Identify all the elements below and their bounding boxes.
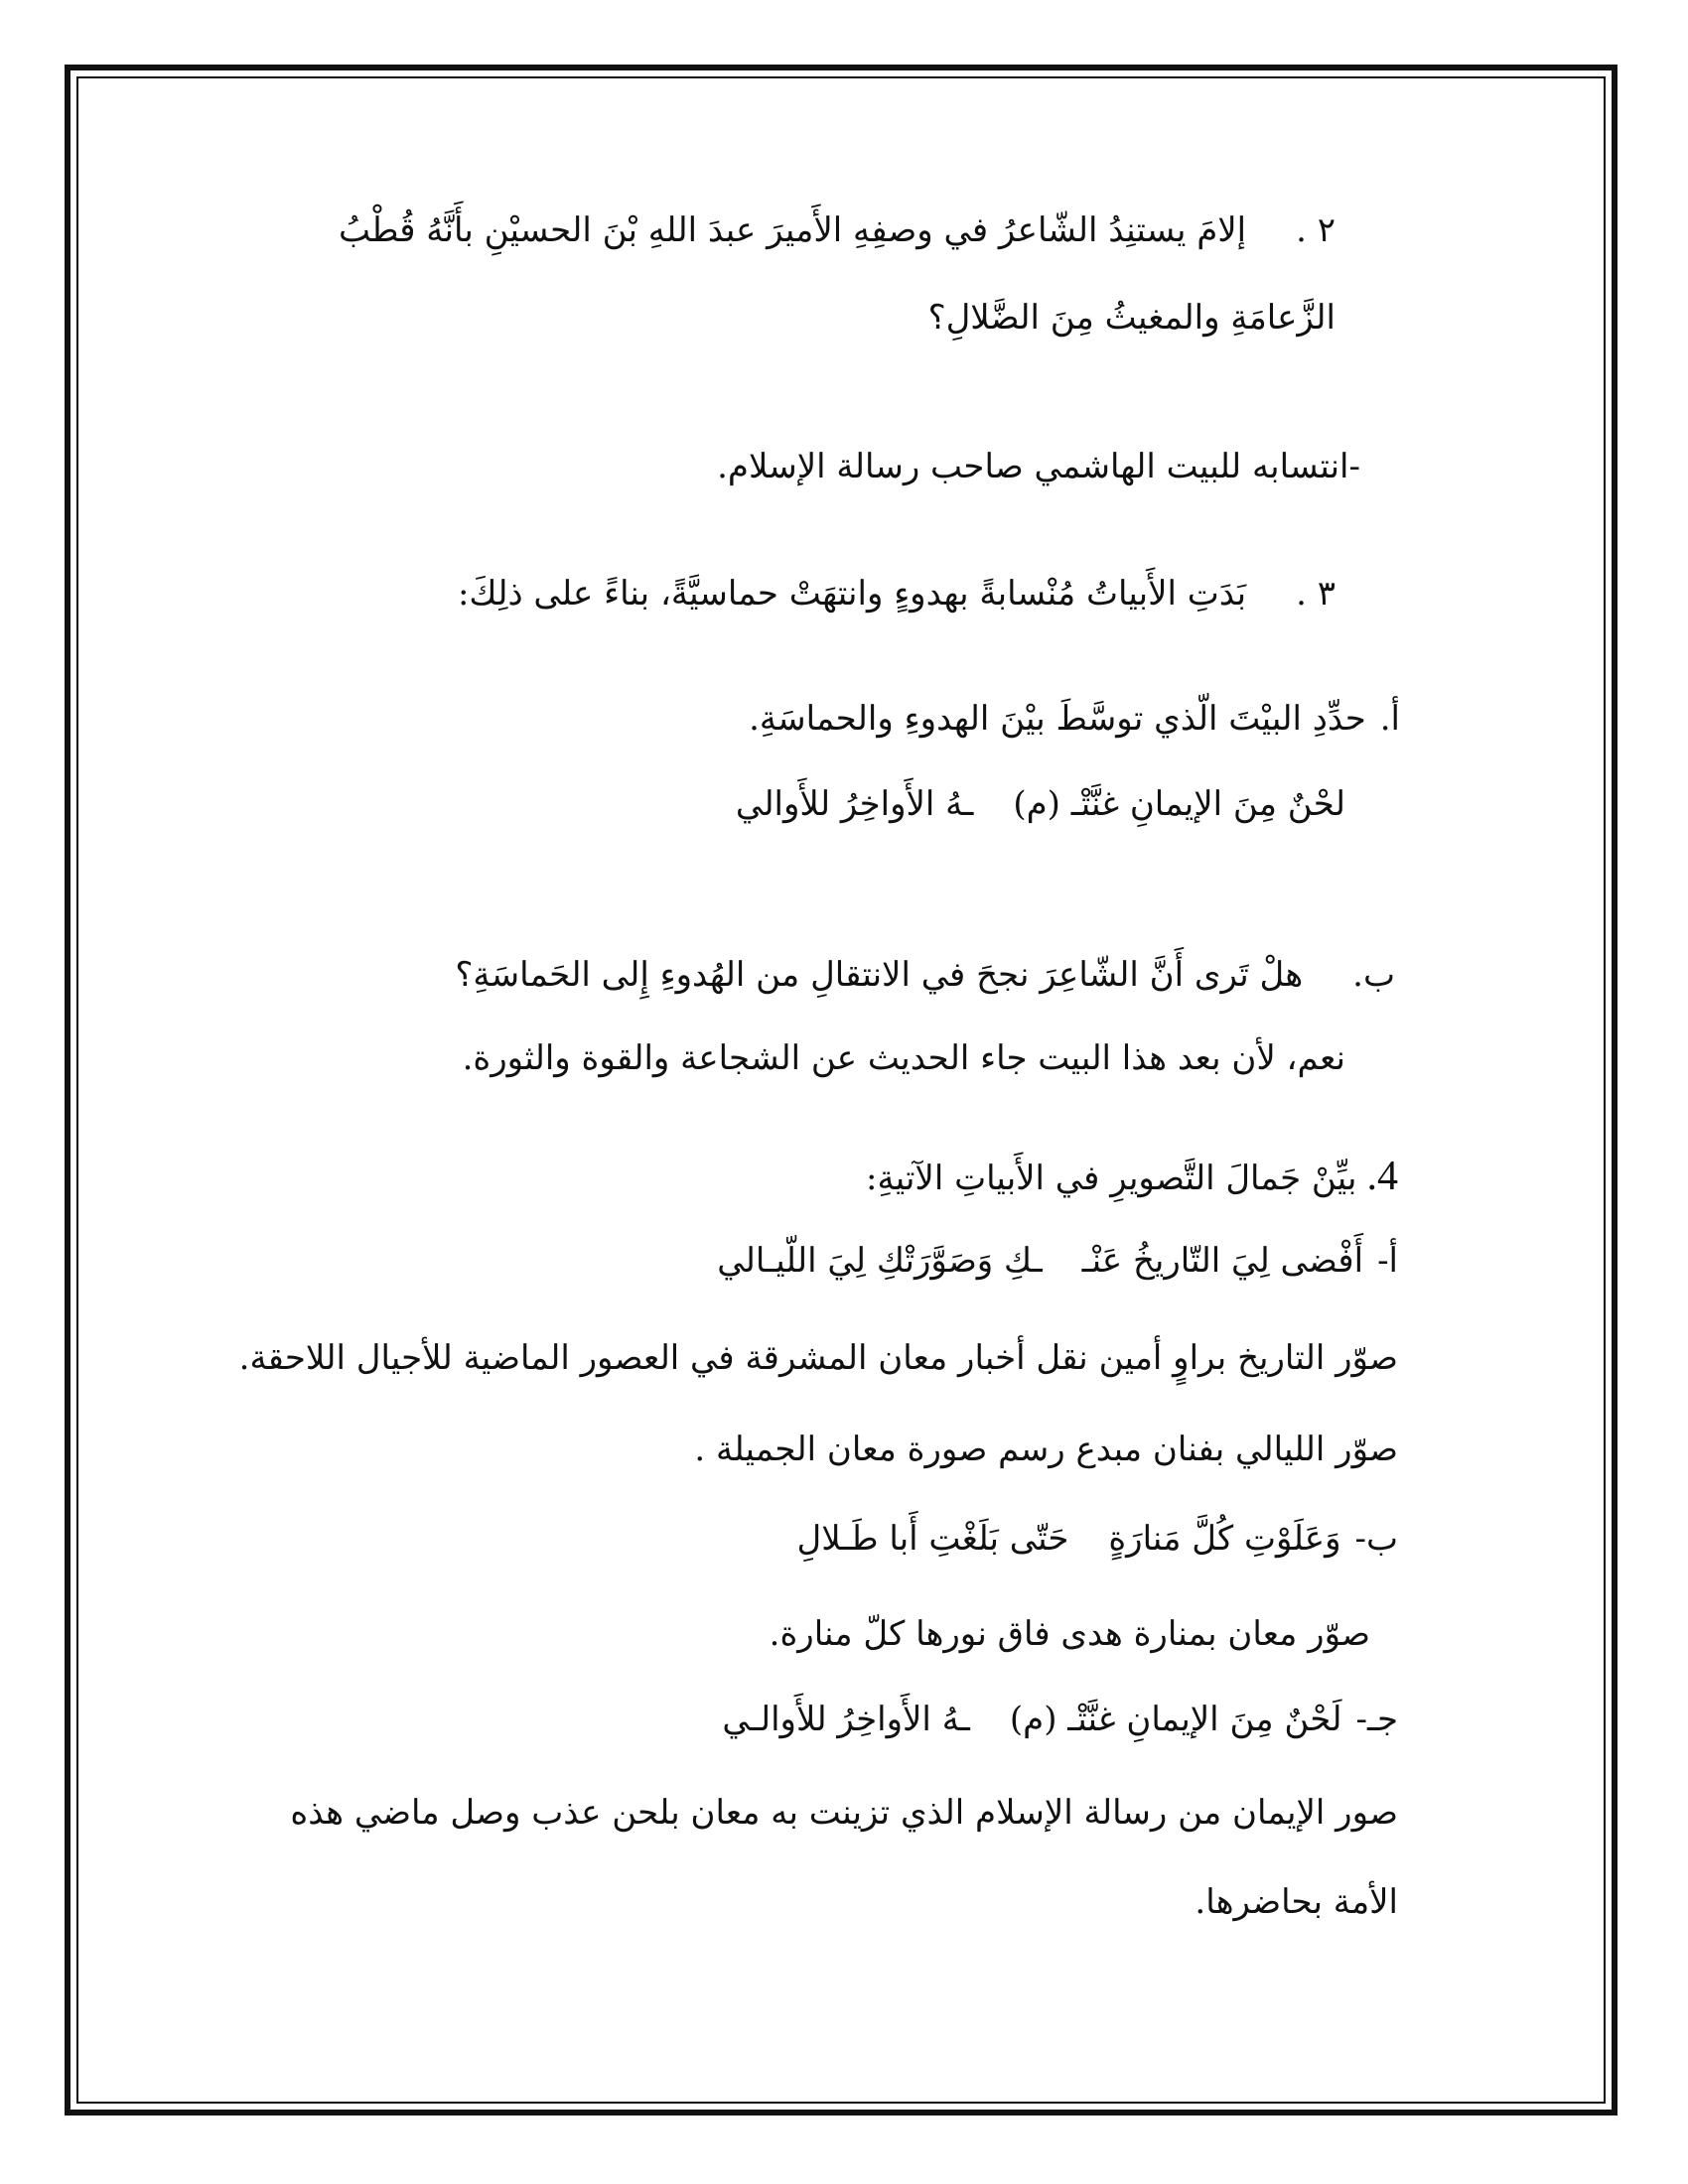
q4-c-verse-right: لَحْنٌ مِنَ الإيمانِ غنَّتْـ (م) [1009,1700,1342,1739]
q3-a-prompt [749,699,1400,740]
q3-text: بَدَتِ الأَبياتُ مُنْسابةً بهدوءٍ وانتهَتْ حماسيَّةً، بناءً على ذلِكَ: [457,574,1247,614]
q4-a-answer1: صوّر التاريخ براوٍ أمين نقل أخبار معان المشرقة في العصور الماضية للأجيال اللاحقة. [238,1338,1398,1378]
q4-c-label: جـ- [1355,1700,1398,1739]
q3-b-answer: نعم، لأن بعد هذا البيت جاء الحديث عن الشجاعة والقوة والثورة. [462,1038,1345,1078]
q3-a-verse-right: لحْنٌ مِنَ الإيمانِ غنَّتْـ (م) [1013,784,1345,824]
q4-b-answer: صوّر معان بمنارة هدى فاق نورها كلّ منارة. [769,1614,1370,1654]
q4-a-verse-left: ـكِ وَصَوَّرَتْكِ لِيَ اللّيـالي [717,1241,1043,1281]
q3-a-label: أ. [1379,699,1400,739]
q4-question [866,1152,1398,1201]
q2-text-line1: إلامَ يستنِدُ الشّاعرُ في وصفِهِ الأَميرَ عبدَ اللهِ بْنَ الحسيْنِ بأَنَّهُ قُطْبُ [338,210,1247,250]
q3-number: ٣ . [1296,574,1336,614]
q4-c-answer1: صور الإيمان من رسالة الإسلام الذي تزينت به معان بلحن عذب وصل ماضي هذه [290,1793,1398,1833]
q4-a-verse-right: أَفْضى لِيَ التّاريخُ عَنْـ [1081,1241,1364,1281]
q2-answer: -انتسابه للبيت الهاشمي صاحب رسالة الإسلام. [717,447,1360,486]
q3-a-verse [736,784,1345,825]
q4-c-verse-left: ـهُ الأَواخِرُ للأَوالـي [722,1700,970,1739]
q4-a-answer2: صوّر الليالي بفنان مبدع رسم صورة معان الجميلة . [694,1430,1398,1469]
q3-a-verse-left: ـهُ الأَواخِرُ للأَوالي [735,784,974,824]
q4-b-verse-right: وَعَلَوْتِ كُلَّ مَنارَةٍ [1108,1519,1341,1559]
q3-b-label: ب. [1352,955,1395,995]
q4-b-verse [797,1519,1398,1560]
q4-text: بيِّنْ جَمالَ التَّصويرِ في الأَبياتِ الآتيةِ: [866,1159,1357,1198]
q4-a-label: أ- [1377,1241,1398,1281]
q4-number: 4. [1366,1154,1398,1199]
q4-b-verse-left: حَتّى بَلَغْتِ أَبا طَـلالِ [796,1519,1069,1559]
q4-b-label: ب- [1354,1519,1398,1559]
q3-b-text: هلْ تَرى أَنَّ الشّاعِرَ نجحَ في الانتقالِ من الهُدوءِ إِلى الحَماسَةِ؟ [455,955,1304,995]
q2-question-line1 [339,210,1336,251]
q2-question-line2: الزَّعامَةِ والمغيثُ مِنَ الضَّلالِ؟ [927,298,1336,338]
q3-question [458,574,1336,614]
q3-a-text: حدِّدِ البيْتَ الّذي توسَّطَ بيْنَ الهدوءِ والحماسَةِ. [749,699,1366,739]
q4-c-answer2: الأمة بحاضرها. [1195,1882,1398,1922]
q4-a-verse [717,1241,1398,1282]
q2-number: ٢ . [1296,210,1336,250]
q4-c-verse [722,1700,1398,1740]
q3-b-prompt [455,955,1395,996]
